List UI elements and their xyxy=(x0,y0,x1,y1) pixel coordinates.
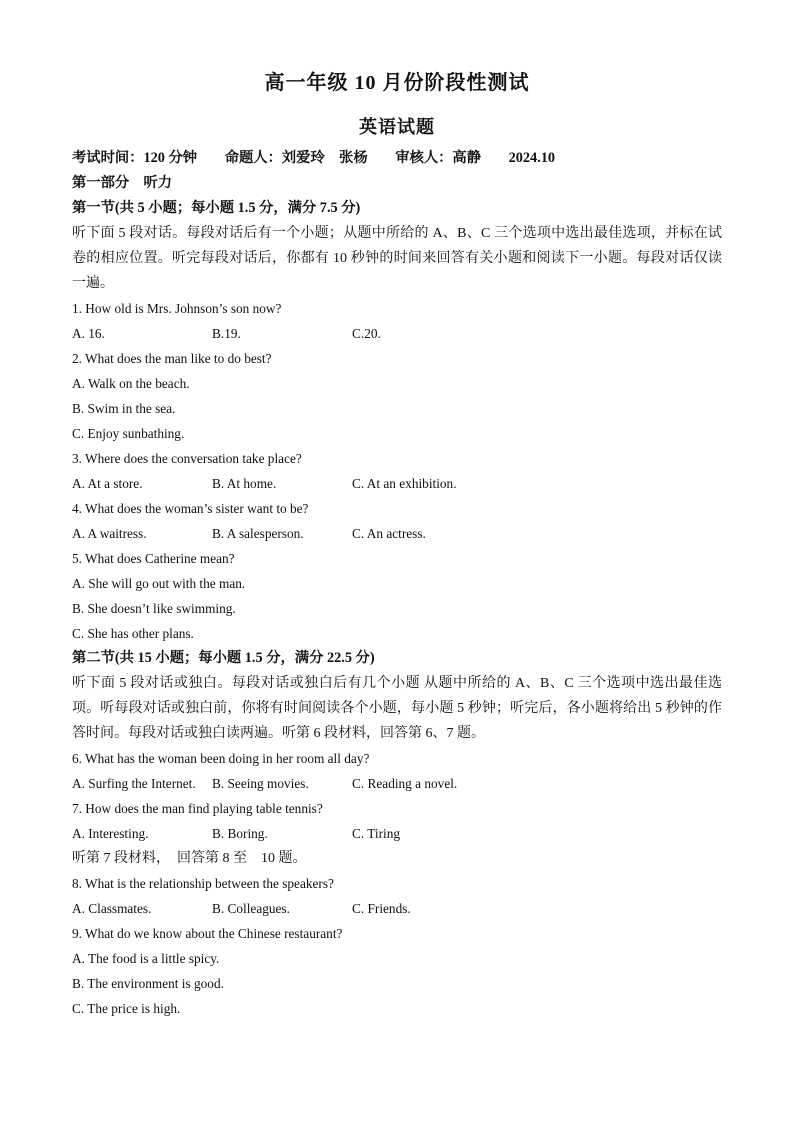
option-b: B. A salesperson. xyxy=(212,526,304,541)
option-a: A. A waitress. xyxy=(72,526,147,541)
option-c: C. Reading a novel. xyxy=(352,776,458,791)
option-c: C. She has other plans. xyxy=(72,626,194,641)
option-c: C. At an exhibition. xyxy=(352,476,457,491)
option-a: A. 16. xyxy=(72,326,105,341)
option-b: B. Swim in the sea. xyxy=(72,401,176,416)
question-6-options xyxy=(72,771,722,796)
option-c: C. Friends. xyxy=(352,901,411,916)
option-c: C. An actress. xyxy=(352,526,426,541)
question-7-options xyxy=(72,821,722,846)
option-c: C. Tiring xyxy=(352,826,401,841)
option-a: A. Classmates. xyxy=(72,901,152,916)
option-b: B. Boring. xyxy=(212,826,268,841)
question-5: 5. What does Catherine mean? xyxy=(72,551,235,566)
option-a: A. She will go out with the man. xyxy=(72,576,246,591)
question-1-options xyxy=(72,321,722,346)
question-7: 7. How does the man find playing table tennis? xyxy=(72,801,323,816)
option-b: B.19. xyxy=(212,326,241,341)
reviewer: 审核人：高静 xyxy=(395,150,482,166)
option-c: C.20. xyxy=(352,326,381,341)
section2-heading: 第二节(共 15 小题；每小题 1.5 分，满分 22.5 分) xyxy=(72,650,375,666)
option-b: B. Seeing movies. xyxy=(212,776,309,791)
option-b: B. At home. xyxy=(212,476,277,491)
exam-time: 考试时间：120 分钟 xyxy=(72,150,198,166)
question-setter: 命题人：刘爱玲 张杨 xyxy=(224,150,368,166)
question-3: 3. Where does the conversation take place? xyxy=(72,451,302,466)
section2-instructions: 听下面 5 段对话或独白。每段对话或独白后有几个小题 从题中所给的 A、B、C 三个选项中选出最佳选项。听每段对话或独白前，你将有时间阅读各个小题，每小题 5 秒钟；听完后，各小题将给出 5 秒钟的作答时间。每段对话或独白读两遍。听第 6 段材料，回答第 6、7 题。 xyxy=(72,676,722,741)
part1-heading: 第一部分 听力 xyxy=(72,175,173,191)
option-a: A. The food is a little spicy. xyxy=(72,951,220,966)
question-8-options xyxy=(72,896,722,921)
question-2: 2. What does the man like to do best? xyxy=(72,351,272,366)
material-7-note: 听第 7 段材料， 回答第 8 至 10 题。 xyxy=(72,851,307,866)
option-b: B. She doesn’t like swimming. xyxy=(72,601,236,616)
option-a: A. Interesting. xyxy=(72,826,149,841)
option-c: C. Enjoy sunbathing. xyxy=(72,426,185,441)
exam-title: 高一年级 10 月份阶段性测试 xyxy=(264,72,530,94)
exam-subtitle: 英语试题 xyxy=(359,117,435,137)
question-4-options xyxy=(72,521,722,546)
section1-instructions: 听下面 5 段对话。每段对话后有一个小题；从题中所给的 A、B、C 三个选项中选出最佳选项，并标在试卷的相应位置。听完每段对话后，你都有 10 秒钟的时间来回答有关小题和阅读下一小题。每段对话仅读一遍。 xyxy=(72,226,722,291)
option-a: A. Surfing the Internet. xyxy=(72,776,196,791)
option-c: C. The price is high. xyxy=(72,1001,181,1016)
section1-heading: 第一节(共 5 小题；每小题 1.5 分，满分 7.5 分) xyxy=(72,200,361,216)
question-9: 9. What do we know about the Chinese restaurant? xyxy=(72,926,343,941)
exam-date: 2024.10 xyxy=(508,150,556,166)
question-6: 6. What has the woman been doing in her room all day? xyxy=(72,751,370,766)
question-8: 8. What is the relationship between the speakers? xyxy=(72,876,334,891)
question-1: 1. How old is Mrs. Johnson’s son now? xyxy=(72,301,282,316)
exam-content xyxy=(72,146,722,1021)
option-a: A. At a store. xyxy=(72,476,143,491)
question-4: 4. What does the woman’s sister want to be? xyxy=(72,501,309,516)
question-3-options xyxy=(72,471,722,496)
exam-meta xyxy=(72,146,722,171)
option-b: B. The environment is good. xyxy=(72,976,224,991)
option-b: B. Colleagues. xyxy=(212,901,290,916)
option-a: A. Walk on the beach. xyxy=(72,376,190,391)
